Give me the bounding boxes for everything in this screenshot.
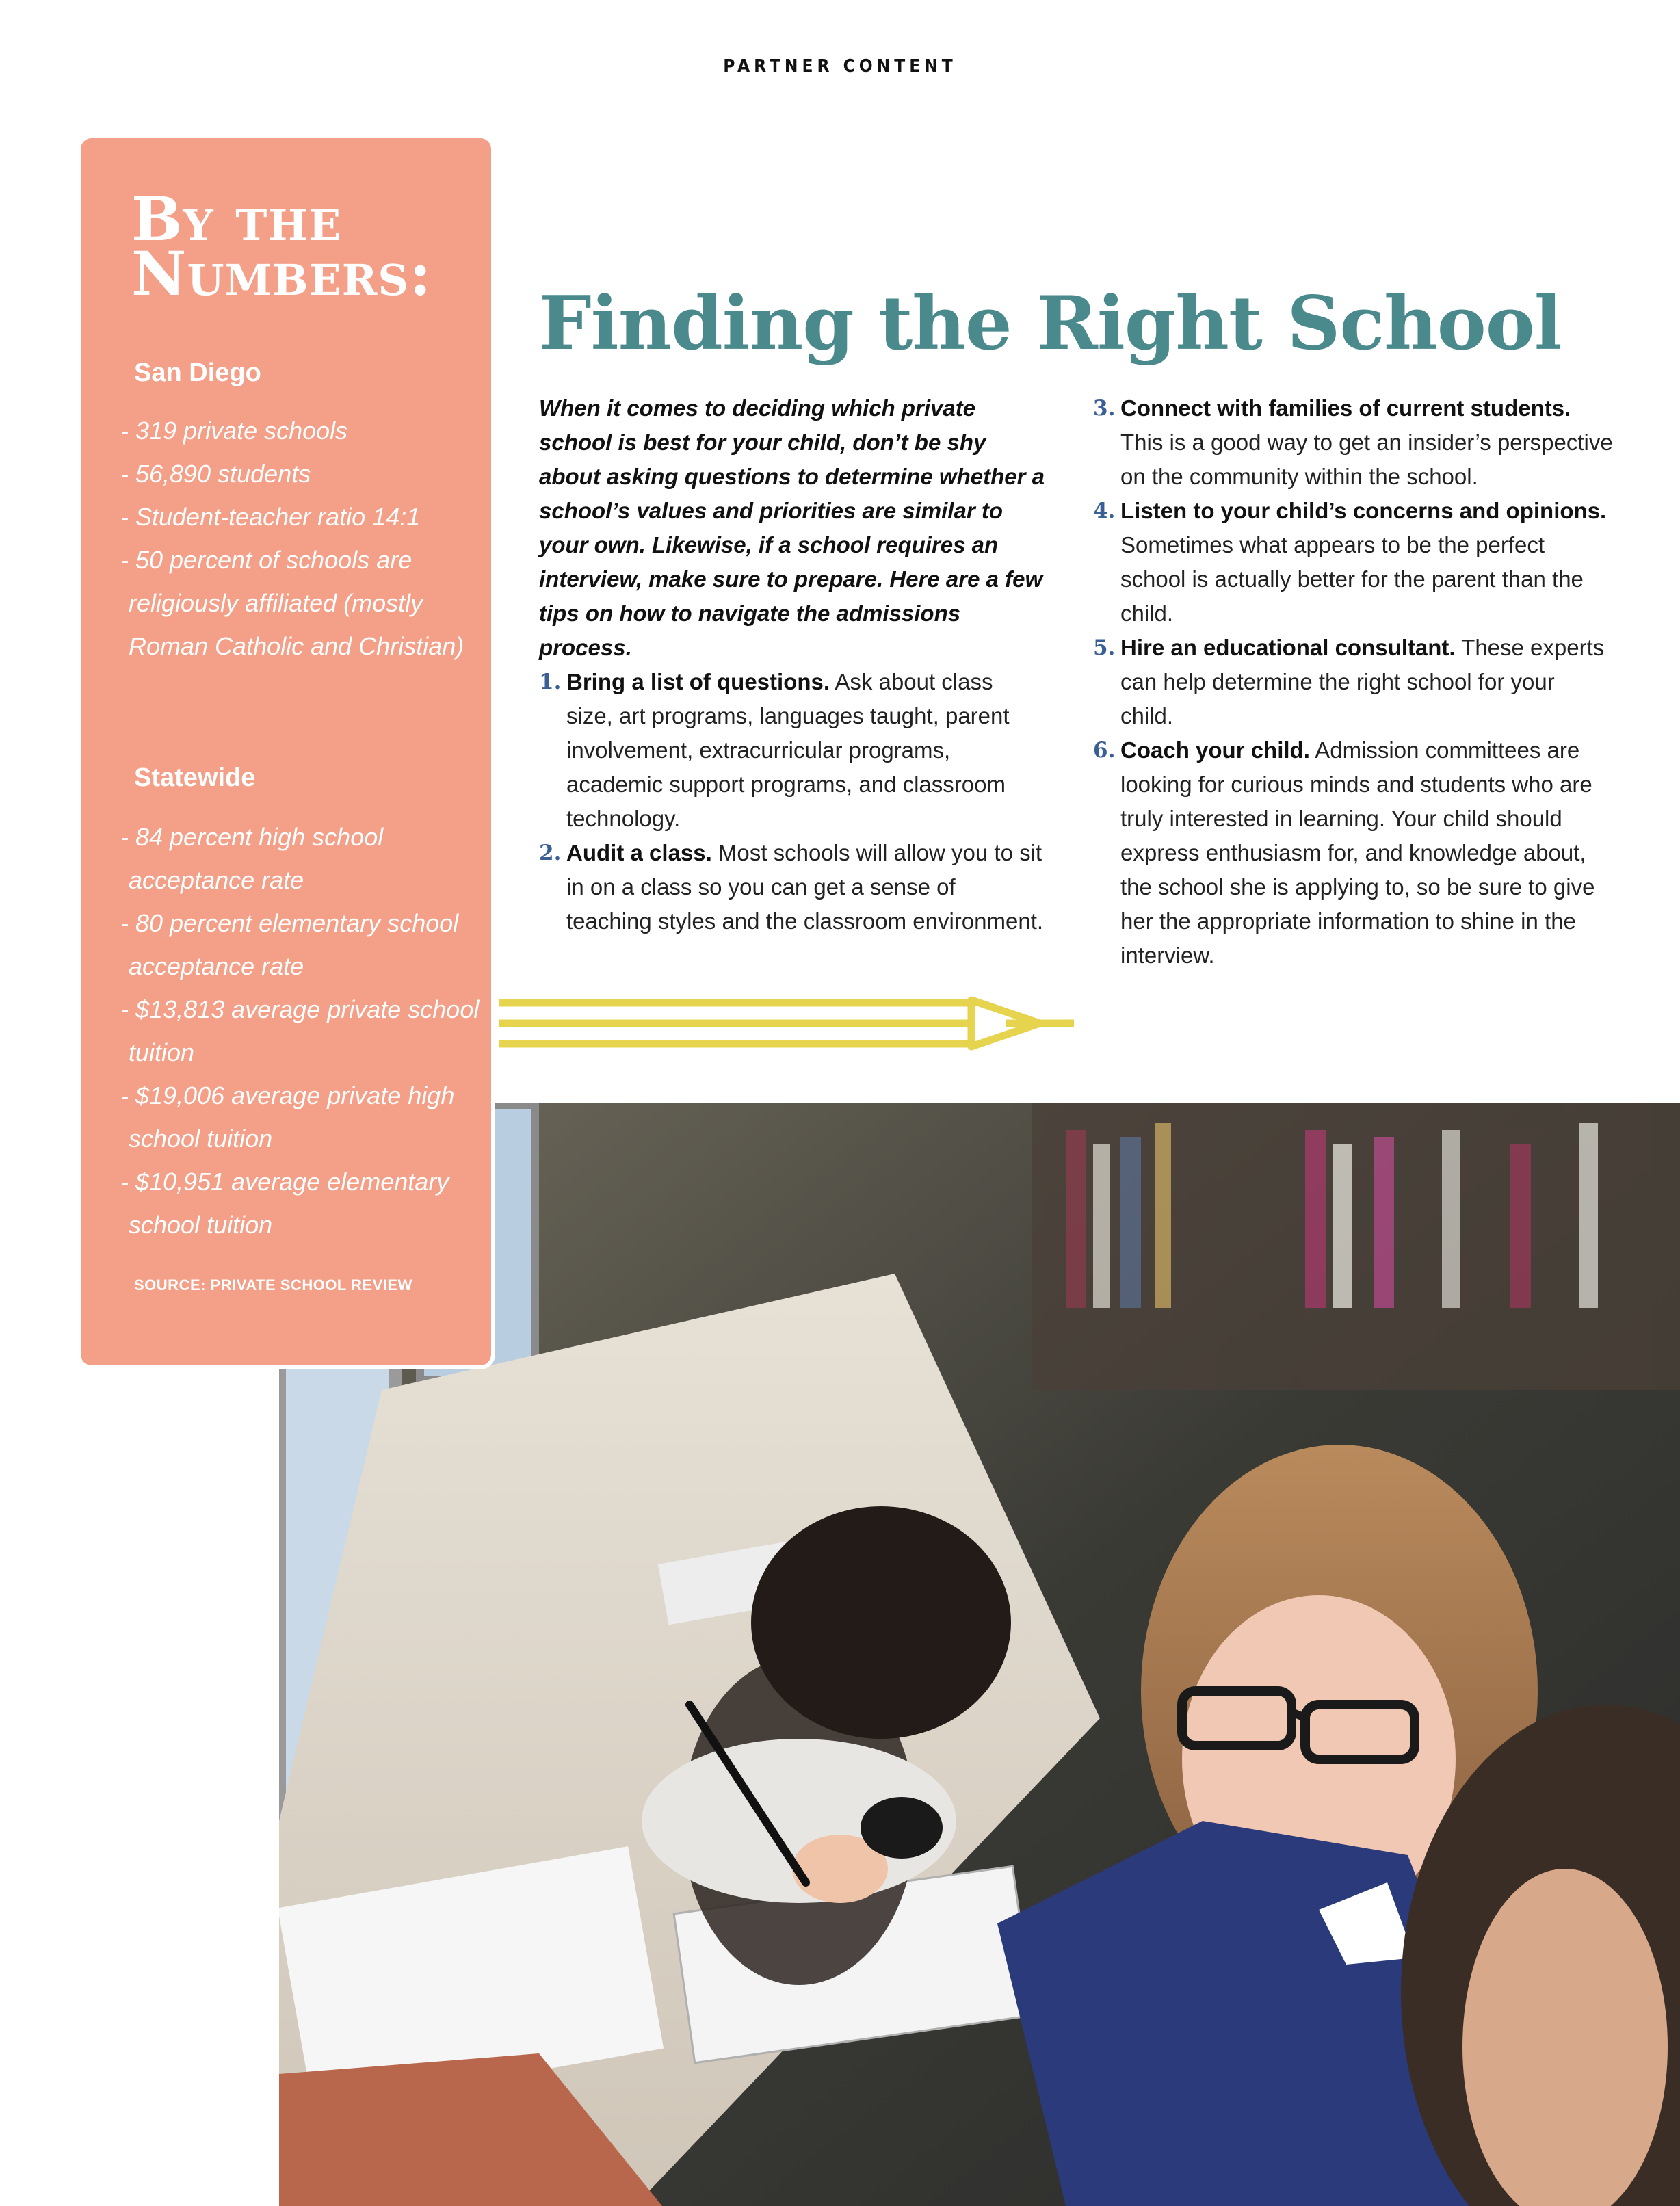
- tip-item: [539, 665, 1045, 836]
- by-the-numbers-sidebar: [77, 134, 495, 1369]
- tip-text: These experts can help determine the right school for your child.: [1120, 635, 1605, 728]
- list-item: - $10,951 average elementary school tuition: [120, 1168, 449, 1239]
- tip-heading: Connect with families of current students.: [1120, 395, 1571, 421]
- tip-heading: Hire an educational consultant.: [1120, 635, 1456, 660]
- tip-text: This is a good way to get an insider’s perspective on the community within the school.: [1120, 430, 1613, 489]
- tip-number: 1.: [539, 670, 562, 694]
- san-diego-list: [120, 409, 490, 668]
- tip-number: 4.: [1093, 499, 1116, 523]
- tip-item: [1093, 733, 1613, 973]
- pencil-icon: [499, 996, 1081, 1051]
- tip-text: Admission committees are looking for curious minds and students who are truly interested in learning. Your child should express enthusiasm for, and knowledge about, the school she is applying to, so be sure to give her the appropriate information to shine in the interview.: [1120, 737, 1595, 968]
- tip-heading: Bring a list of questions.: [566, 669, 830, 694]
- partner-content-label: PARTNER CONTENT: [723, 56, 957, 77]
- tips-column-1: [539, 665, 1045, 938]
- article-headline: Finding the Right School: [539, 280, 1562, 367]
- statewide-heading: Statewide: [134, 763, 256, 792]
- tip-text: Sometimes what appears to be the perfect school is actually better for the parent than the child.: [1120, 532, 1584, 626]
- tip-heading: Audit a class.: [566, 840, 712, 865]
- sidebar-title: By the Numbers:: [131, 183, 432, 309]
- list-item: - $19,006 average private high school tuition: [120, 1081, 455, 1153]
- list-item: - $13,813 average private school tuition: [120, 995, 480, 1066]
- tip-number: 3.: [1093, 396, 1116, 421]
- list-item: - 50 percent of schools are religiously affiliated (mostly Roman Catholic and Christian): [120, 546, 464, 660]
- list-item: - 84 percent high school acceptance rate: [120, 823, 384, 894]
- list-item: - Student-teacher ratio 14:1: [120, 503, 421, 531]
- tips-column-2: [1093, 391, 1613, 973]
- tip-item: [1093, 631, 1613, 733]
- list-item: - 319 private schools: [120, 417, 348, 445]
- san-diego-heading: San Diego: [134, 358, 261, 387]
- tip-item: [1093, 494, 1613, 631]
- tip-heading: Coach your child.: [1120, 737, 1310, 763]
- tip-text: Ask about class size, art programs, languages taught, parent involvement, extracurricular programs, academic support programs, and classroom technology.: [566, 669, 1010, 831]
- tip-text: Most schools will allow you to sit in on a class so you can get a sense of teaching styles and the classroom environment.: [566, 840, 1044, 934]
- list-item: - 56,890 students: [120, 460, 311, 488]
- tip-item: [539, 836, 1045, 938]
- tip-item: [1093, 391, 1613, 494]
- tip-number: 6.: [1093, 738, 1116, 763]
- tip-number: 2.: [539, 841, 562, 865]
- source-credit: SOURCE: PRIVATE SCHOOL REVIEW: [134, 1276, 412, 1294]
- list-item: - 80 percent elementary school acceptance rate: [120, 909, 459, 980]
- statewide-list: [120, 815, 490, 1246]
- tip-heading: Listen to your child’s concerns and opinions.: [1120, 498, 1607, 523]
- article-intro: When it comes to deciding which private school is best for your child, don’t be shy about asking questions to determine whether a school’s values and priorities are similar to your own. Likewise, if a school requires an interview, make sure to prepare. Here are a few tips on how to navigate the admissions process.: [539, 395, 1045, 660]
- tip-number: 5.: [1093, 635, 1116, 660]
